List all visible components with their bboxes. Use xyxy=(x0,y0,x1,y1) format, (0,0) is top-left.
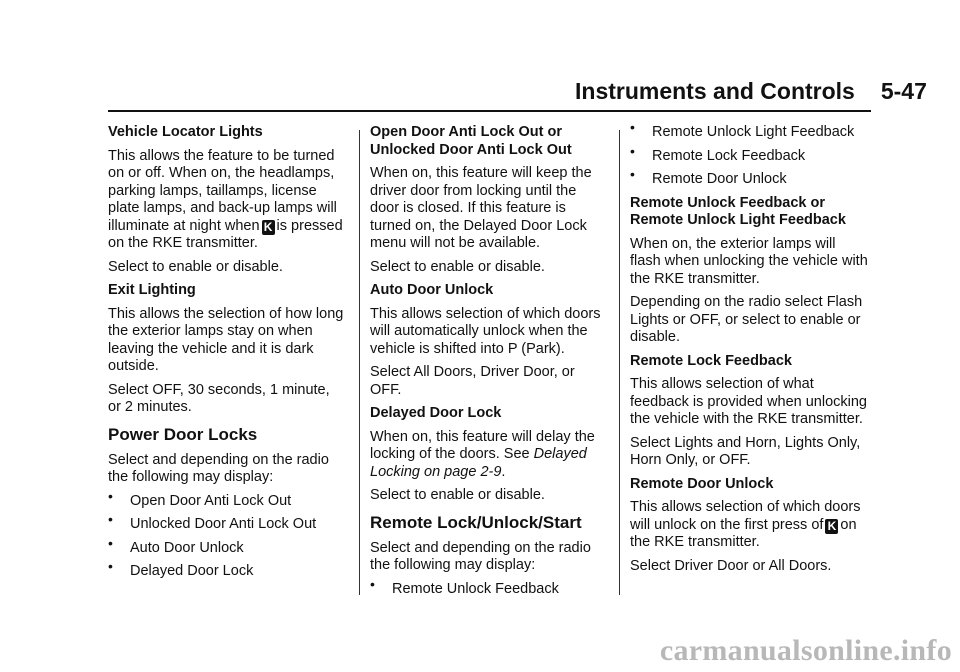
header-section: Instruments and Controls xyxy=(575,78,855,104)
bullet-icon: • xyxy=(370,575,375,592)
unlock-key-icon: K xyxy=(825,519,838,534)
unlock-feedback-text: When on, the exterior lamps will flash when unlocking the vehicle with the RKE transmitter. xyxy=(630,235,868,287)
list-item-text: Remote Unlock Light Feedback xyxy=(652,124,855,140)
auto-door-unlock-text: This allows selection of which doors will automatically unlock when the vehicle is shifted into P (Park). xyxy=(370,305,601,357)
remote-door-unlock-select: Select Driver Door or All Doors. xyxy=(630,557,832,574)
vehicle-locator-heading: Vehicle Locator Lights xyxy=(108,124,263,140)
vehicle-locator-text xyxy=(108,148,346,253)
list-item-text: Remote Lock Feedback xyxy=(652,147,806,164)
open-door-select: Select to enable or disable. xyxy=(370,258,545,275)
open-door-heading: Open Door Anti Lock Out or Unlocked Door Anti Lock Out xyxy=(370,124,572,158)
delayed-text-end: . xyxy=(501,463,506,480)
delayed-door-lock-text xyxy=(370,429,608,482)
list-item xyxy=(370,575,608,599)
list-item xyxy=(630,119,868,142)
remote-door-unlock-heading: Remote Door Unlock xyxy=(630,475,774,492)
vehicle-locator-text-start: This allows the feature to be turned on or off. When on, the headlamps, parking lamps, taillamps, license plate lamps, and back-up lamps will illuminate at night when xyxy=(108,147,337,234)
auto-door-unlock-heading: Auto Door Unlock xyxy=(370,282,494,298)
list-item xyxy=(630,166,868,189)
column-divider-1 xyxy=(359,130,360,595)
header-rule xyxy=(108,110,871,112)
lock-feedback-text: This allows selection of what feedback is provided when unlocking the vehicle with the RKE transmitter. xyxy=(630,376,867,427)
list-item xyxy=(108,511,346,534)
column-1 xyxy=(108,124,346,587)
exit-lighting-text: This allows the selection of how long the exterior lamps stay on when leaving the vehicle and it is dark outside. xyxy=(108,305,344,374)
vehicle-locator-text-end: is pressed on the RKE transmitter. xyxy=(108,217,343,251)
watermark: carmanualsonline.info xyxy=(659,634,952,667)
list-item-text: Open Door Anti Lock Out xyxy=(130,492,292,509)
bullet-icon: • xyxy=(108,487,113,504)
list-item-text: Auto Door Unlock xyxy=(130,539,244,556)
unlock-feedback-heading: Remote Unlock Feedback or Remote Unlock Light Feedback xyxy=(630,194,846,228)
lock-feedback-heading: Remote Lock Feedback xyxy=(630,352,792,369)
column-divider-2 xyxy=(619,130,620,595)
vehicle-locator-select: Select to enable or disable. xyxy=(108,258,283,275)
delayed-door-lock-heading: Delayed Door Lock xyxy=(370,405,502,421)
lock-feedback-select: Select Lights and Horn, Lights Only, Horn Only, or OFF. xyxy=(630,434,861,468)
delayed-text-start: When on, this feature will delay the locking of the doors. See xyxy=(370,428,595,462)
power-door-locks-heading: Power Door Locks xyxy=(108,424,258,444)
door-unlock-text-end: on the RKE transmitter. xyxy=(630,516,857,550)
auto-door-unlock-select: Select All Doors, Driver Door, or OFF. xyxy=(370,364,575,398)
delayed-locking-reference[interactable]: Delayed Locking on page 2-9 xyxy=(370,446,587,480)
list-item-text: Unlocked Door Anti Lock Out xyxy=(130,516,317,532)
bullet-icon: • xyxy=(630,119,635,135)
remote-lock-heading: Remote Lock/Unlock/Start xyxy=(370,512,582,532)
unlock-feedback-select: Depending on the radio select Flash Lights or OFF, or select to enable or disable. xyxy=(630,294,863,345)
bullet-icon: • xyxy=(108,534,113,551)
door-unlock-text-start: This allows selection of which doors will unlock on the first press of xyxy=(630,499,861,533)
column-3 xyxy=(630,119,868,581)
unlock-key-icon: K xyxy=(262,220,275,235)
list-item xyxy=(108,558,346,581)
page-number: 5-47 xyxy=(880,78,927,104)
bullet-icon: • xyxy=(630,142,635,159)
bullet-icon: • xyxy=(108,511,113,527)
open-door-text: When on, this feature will keep the driver door from locking until the door is closed. If this feature is turned on, the Delayed Door Lock menu will not be available. xyxy=(370,165,592,251)
bullet-icon: • xyxy=(108,558,113,574)
header-title xyxy=(575,78,927,105)
exit-lighting-select: Select OFF, 30 seconds, 1 minute, or 2 minutes. xyxy=(108,381,330,415)
bullet-icon: • xyxy=(630,166,635,182)
list-item-text: Remote Unlock Feedback xyxy=(392,580,559,597)
list-item-text: Delayed Door Lock xyxy=(130,563,254,579)
list-item xyxy=(108,534,346,558)
power-door-locks-text: Select and depending on the radio the following may display: xyxy=(108,451,329,485)
list-item xyxy=(108,487,346,511)
delayed-door-lock-select: Select to enable or disable. xyxy=(370,487,545,503)
remote-lock-text: Select and depending on the radio the following may display: xyxy=(370,539,591,573)
column-2 xyxy=(370,124,608,604)
remote-door-unlock-text xyxy=(630,499,868,552)
list-item-text: Remote Door Unlock xyxy=(652,171,787,187)
exit-lighting-heading: Exit Lighting xyxy=(108,282,196,298)
list-item xyxy=(630,142,868,166)
